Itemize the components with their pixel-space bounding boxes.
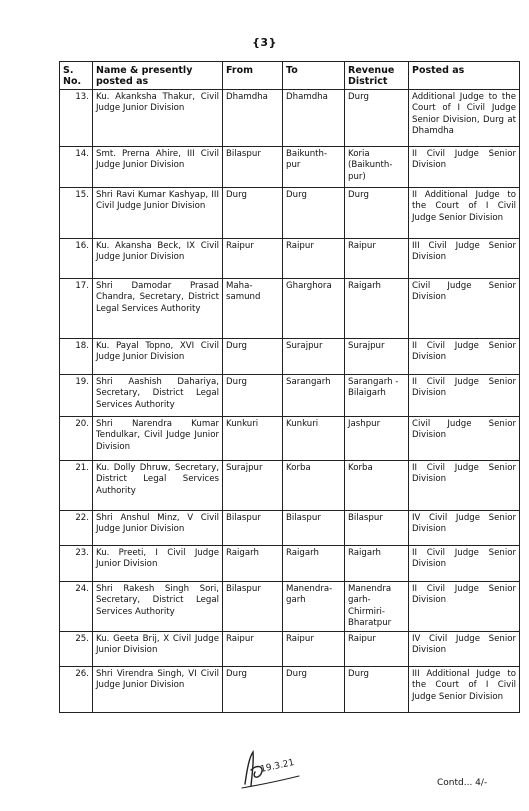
header-sno: S. No. xyxy=(60,62,93,90)
district-cell: Koria (Baikunth-pur) xyxy=(345,147,409,188)
to-cell: Korba xyxy=(283,461,345,511)
table-row xyxy=(60,147,520,188)
name-cell: Ku. Payal Topno, XVI Civil Judge Junior Division xyxy=(93,339,223,375)
district-cell: Raigarh xyxy=(345,546,409,582)
name-cell: Ku. Dolly Dhruw, Secretary, District Legal Services Authority xyxy=(93,461,223,511)
from-cell: Dhamdha xyxy=(223,90,283,147)
signature-mark xyxy=(239,748,301,790)
serial-number-cell: 21. xyxy=(60,461,93,511)
from-cell: Surajpur xyxy=(223,461,283,511)
posted-as-cell: Civil Judge Senior Division xyxy=(409,279,520,339)
name-cell: Ku. Akanksha Thakur, Civil Judge Junior Division xyxy=(93,90,223,147)
transfer-table xyxy=(59,61,520,713)
table-row xyxy=(60,239,520,279)
district-cell: Bilaspur xyxy=(345,511,409,546)
posted-as-cell: II Civil Judge Senior Division xyxy=(409,147,520,188)
district-cell: Raipur xyxy=(345,239,409,279)
serial-number-cell: 13. xyxy=(60,90,93,147)
table-row xyxy=(60,461,520,511)
table-row xyxy=(60,188,520,239)
table-row xyxy=(60,279,520,339)
serial-number-cell: 20. xyxy=(60,417,93,461)
serial-number-cell: 18. xyxy=(60,339,93,375)
from-cell: Durg xyxy=(223,339,283,375)
district-cell: Sarangarh - Bilaigarh xyxy=(345,375,409,417)
to-cell: Baikunth-pur xyxy=(283,147,345,188)
from-cell: Bilaspur xyxy=(223,511,283,546)
from-cell: Durg xyxy=(223,667,283,713)
to-cell: Sarangarh xyxy=(283,375,345,417)
name-cell: Shri Aashish Dahariya, Secretary, District Legal Services Authority xyxy=(93,375,223,417)
posted-as-cell: II Civil Judge Senior Division xyxy=(409,339,520,375)
to-cell: Raipur xyxy=(283,632,345,667)
from-cell: Kunkuri xyxy=(223,417,283,461)
district-cell: Korba xyxy=(345,461,409,511)
district-cell: Manendra garh-Chirmiri-Bharatpur xyxy=(345,582,409,632)
posted-as-cell: Additional Judge to the Court of I Civil Judge Senior Division, Durg at Dhamdha xyxy=(409,90,520,147)
posted-as-cell: II Additional Judge to the Court of I Civil Judge Senior Division xyxy=(409,188,520,239)
table-row xyxy=(60,632,520,667)
serial-number-cell: 25. xyxy=(60,632,93,667)
name-cell: Shri Ravi Kumar Kashyap, III Civil Judge Junior Division xyxy=(93,188,223,239)
table-body xyxy=(60,90,520,713)
from-cell: Raipur xyxy=(223,632,283,667)
to-cell: Durg xyxy=(283,667,345,713)
posted-as-cell: III Civil Judge Senior Division xyxy=(409,239,520,279)
to-cell: Gharghora xyxy=(283,279,345,339)
serial-number-cell: 24. xyxy=(60,582,93,632)
header-posted: Posted as xyxy=(409,62,520,90)
serial-number-cell: 17. xyxy=(60,279,93,339)
name-cell: Shri Virendra Singh, VI Civil Judge Junior Division xyxy=(93,667,223,713)
from-cell: Durg xyxy=(223,188,283,239)
serial-number-cell: 22. xyxy=(60,511,93,546)
to-cell: Surajpur xyxy=(283,339,345,375)
district-cell: Surajpur xyxy=(345,339,409,375)
from-cell: Durg xyxy=(223,375,283,417)
to-cell: Raigarh xyxy=(283,546,345,582)
from-cell: Bilaspur xyxy=(223,147,283,188)
serial-number-cell: 26. xyxy=(60,667,93,713)
district-cell: Durg xyxy=(345,90,409,147)
name-cell: Ku. Geeta Brij, X Civil Judge Junior Division xyxy=(93,632,223,667)
header-to: To xyxy=(283,62,345,90)
continued-note: Contd... 4/- xyxy=(437,778,488,788)
serial-number-cell: 23. xyxy=(60,546,93,582)
to-cell: Dhamdha xyxy=(283,90,345,147)
posted-as-cell: IV Civil Judge Senior Division xyxy=(409,511,520,546)
name-cell: Ku. Preeti, I Civil Judge Junior Division xyxy=(93,546,223,582)
district-cell: Raigarh xyxy=(345,279,409,339)
from-cell: Maha-samund xyxy=(223,279,283,339)
from-cell: Raipur xyxy=(223,239,283,279)
name-cell: Shri Damodar Prasad Chandra, Secretary, District Legal Services Authority xyxy=(93,279,223,339)
table-row xyxy=(60,667,520,713)
table-row xyxy=(60,90,520,147)
name-cell: Shri Narendra Kumar Tendulkar, Civil Judge Junior Division xyxy=(93,417,223,461)
to-cell: Bilaspur xyxy=(283,511,345,546)
to-cell: Raipur xyxy=(283,239,345,279)
posted-as-cell: III Additional Judge to the Court of I Civil Judge Senior Division xyxy=(409,667,520,713)
serial-number-cell: 19. xyxy=(60,375,93,417)
signature-date: 19.3.21 xyxy=(259,758,296,775)
district-cell: Durg xyxy=(345,667,409,713)
posted-as-cell: IV Civil Judge Senior Division xyxy=(409,632,520,667)
header-from: From xyxy=(223,62,283,90)
posted-as-cell: II Civil Judge Senior Division xyxy=(409,582,520,632)
from-cell: Bilaspur xyxy=(223,582,283,632)
name-cell: Ku. Akansha Beck, IX Civil Judge Junior Division xyxy=(93,239,223,279)
table-row xyxy=(60,511,520,546)
name-cell: Shri Anshul Minz, V Civil Judge Junior Division xyxy=(93,511,223,546)
table-row xyxy=(60,375,520,417)
table-row xyxy=(60,582,520,632)
posted-as-cell: II Civil Judge Senior Division xyxy=(409,461,520,511)
header-district: Revenue District xyxy=(345,62,409,90)
header-name: Name & presently posted as xyxy=(93,62,223,90)
serial-number-cell: 16. xyxy=(60,239,93,279)
name-cell: Shri Rakesh Singh Sori, Secretary, District Legal Services Authority xyxy=(93,582,223,632)
name-cell: Smt. Prerna Ahire, III Civil Judge Junior Division xyxy=(93,147,223,188)
table-row xyxy=(60,546,520,582)
to-cell: Manendra-garh xyxy=(283,582,345,632)
to-cell: Kunkuri xyxy=(283,417,345,461)
table-row xyxy=(60,417,520,461)
posted-as-cell: Civil Judge Senior Division xyxy=(409,417,520,461)
district-cell: Durg xyxy=(345,188,409,239)
district-cell: Raipur xyxy=(345,632,409,667)
district-cell: Jashpur xyxy=(345,417,409,461)
to-cell: Durg xyxy=(283,188,345,239)
serial-number-cell: 14. xyxy=(60,147,93,188)
page-number: {3} xyxy=(252,36,277,49)
posted-as-cell: II Civil Judge Senior Division xyxy=(409,375,520,417)
from-cell: Raigarh xyxy=(223,546,283,582)
table-row xyxy=(60,339,520,375)
table-header-row xyxy=(60,62,520,90)
posted-as-cell: II Civil Judge Senior Division xyxy=(409,546,520,582)
serial-number-cell: 15. xyxy=(60,188,93,239)
